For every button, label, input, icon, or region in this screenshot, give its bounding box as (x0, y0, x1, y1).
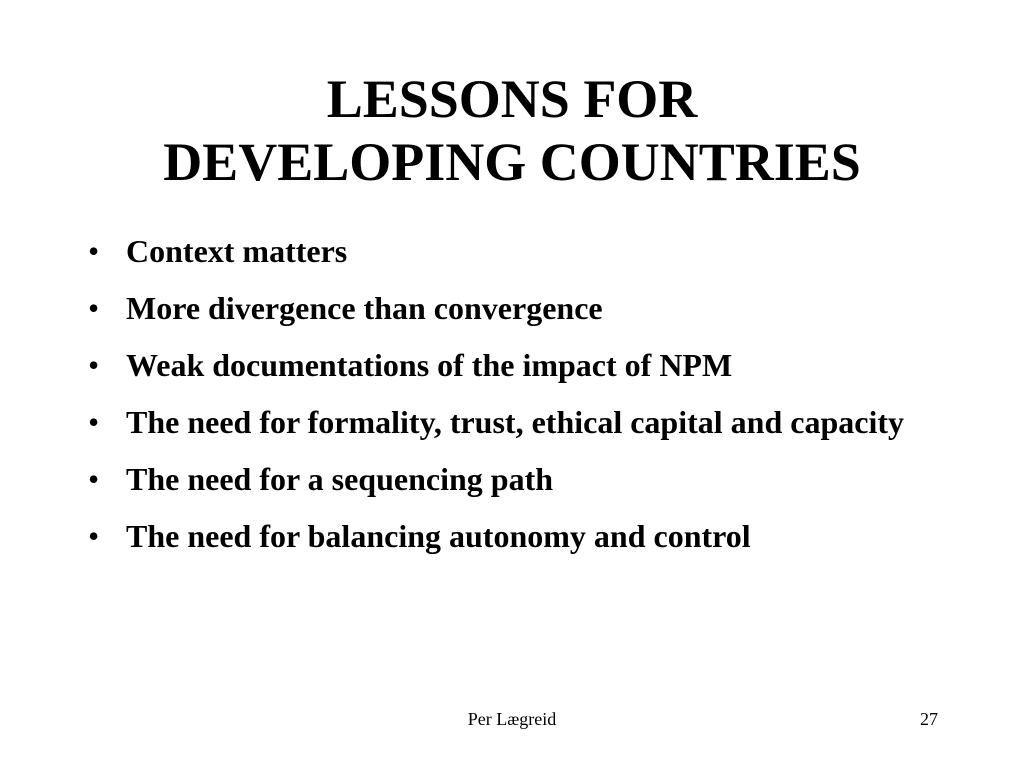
bullet-item (84, 460, 944, 499)
bullet-marker: • (88, 347, 100, 383)
bullet-item (84, 346, 944, 385)
bullet-text: The need for balancing autonomy and control (126, 518, 751, 554)
bullet-item (84, 289, 944, 328)
bullet-text: The need for a sequencing path (126, 461, 554, 497)
bullet-item (84, 403, 944, 442)
page-number: 27 (920, 709, 938, 729)
bullet-marker: • (88, 461, 100, 497)
slide-title (60, 68, 964, 194)
bullet-text: Weak documentations of the impact of NPM (126, 347, 733, 383)
footer-author: Per Lægreid (467, 709, 557, 729)
bullet-text: The need for formality, trust, ethical capital and capacity (126, 404, 904, 440)
bullet-marker: • (88, 518, 100, 554)
bullet-text: Context matters (126, 233, 348, 269)
title-line: LESSONS FOR (326, 69, 698, 129)
bullet-marker: • (88, 290, 100, 326)
bullet-item (84, 517, 944, 556)
bullet-item (84, 232, 944, 271)
bullet-list (84, 232, 944, 574)
bullet-text: More divergence than convergence (126, 290, 603, 326)
bullet-marker: • (88, 404, 100, 440)
title-line: DEVELOPING COUNTRIES (163, 132, 861, 192)
bullet-marker: • (88, 233, 100, 269)
